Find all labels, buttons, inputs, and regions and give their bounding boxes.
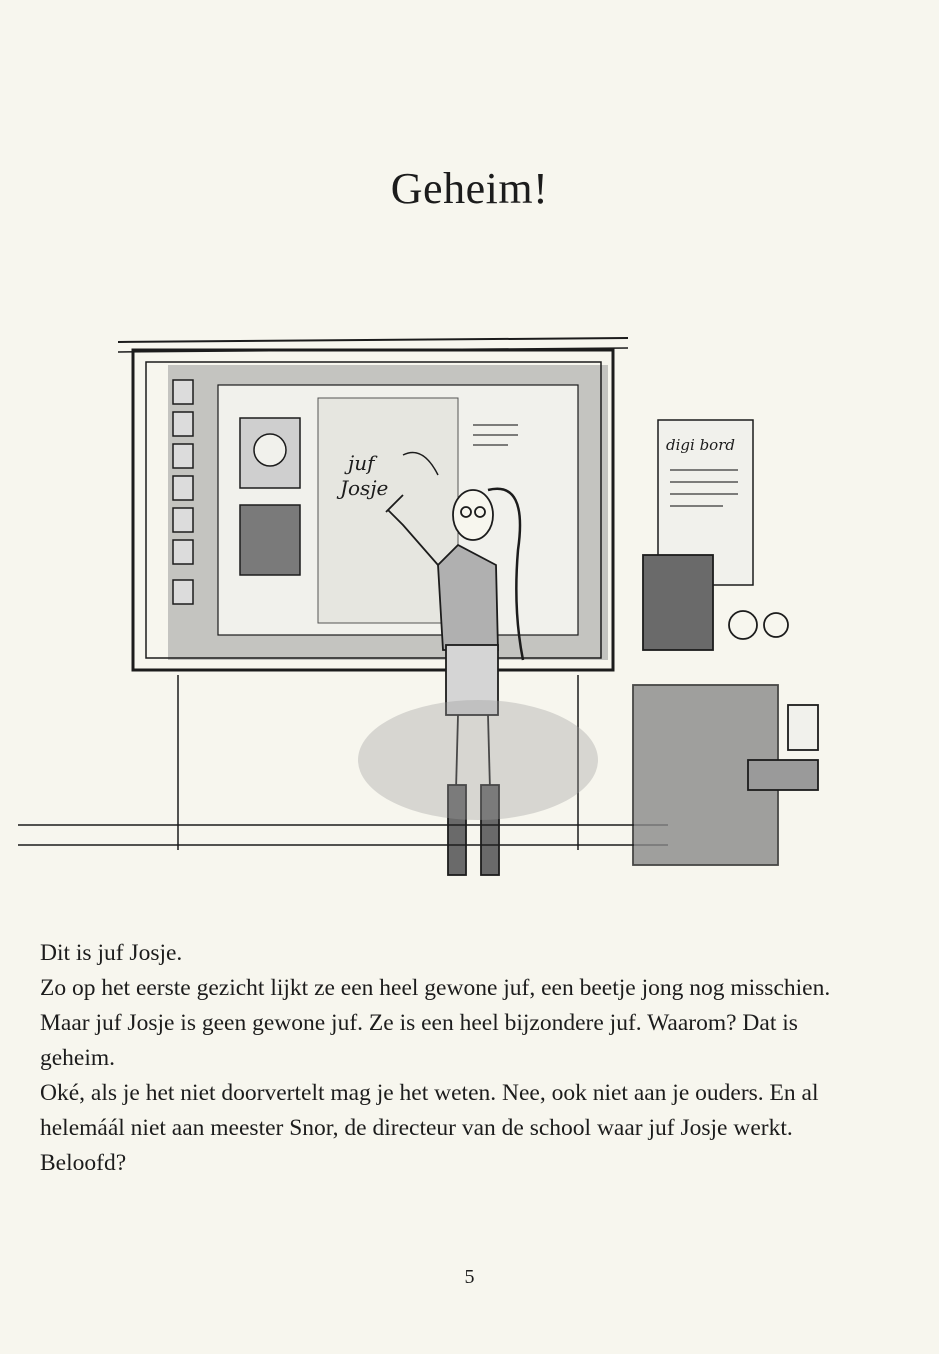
- paragraph: Dit is juf Josje.: [40, 940, 183, 966]
- board-label-name: Josje: [340, 476, 389, 500]
- thumbnail-animal: [240, 505, 300, 575]
- chapter-title: Geheim!: [390, 164, 549, 213]
- paragraph: Zo op het eerste gezicht lijkt ze een heel gewone juf, een beetje jong nog misschien. Maar juf Josje is geen gewone juf. Ze is een heel bijzondere juf. Waarom? Dat is geheim.: [40, 975, 831, 1071]
- page-number: 5: [464, 1266, 475, 1288]
- classroom-illustration: [18, 290, 838, 900]
- board-label-juf: juf: [348, 451, 375, 475]
- paragraph: Oké, als je het niet doorvertelt mag je het weten. Nee, ook niet aan je ouders. En al helemáál niet aan meester Snor, de directeur van de school waar juf Josje werkt.: [40, 1080, 819, 1141]
- sign-label: digi bord: [666, 436, 735, 454]
- body-text: [40, 936, 840, 1181]
- paragraph: Beloofd?: [40, 1150, 127, 1176]
- computer-desk: [633, 555, 818, 865]
